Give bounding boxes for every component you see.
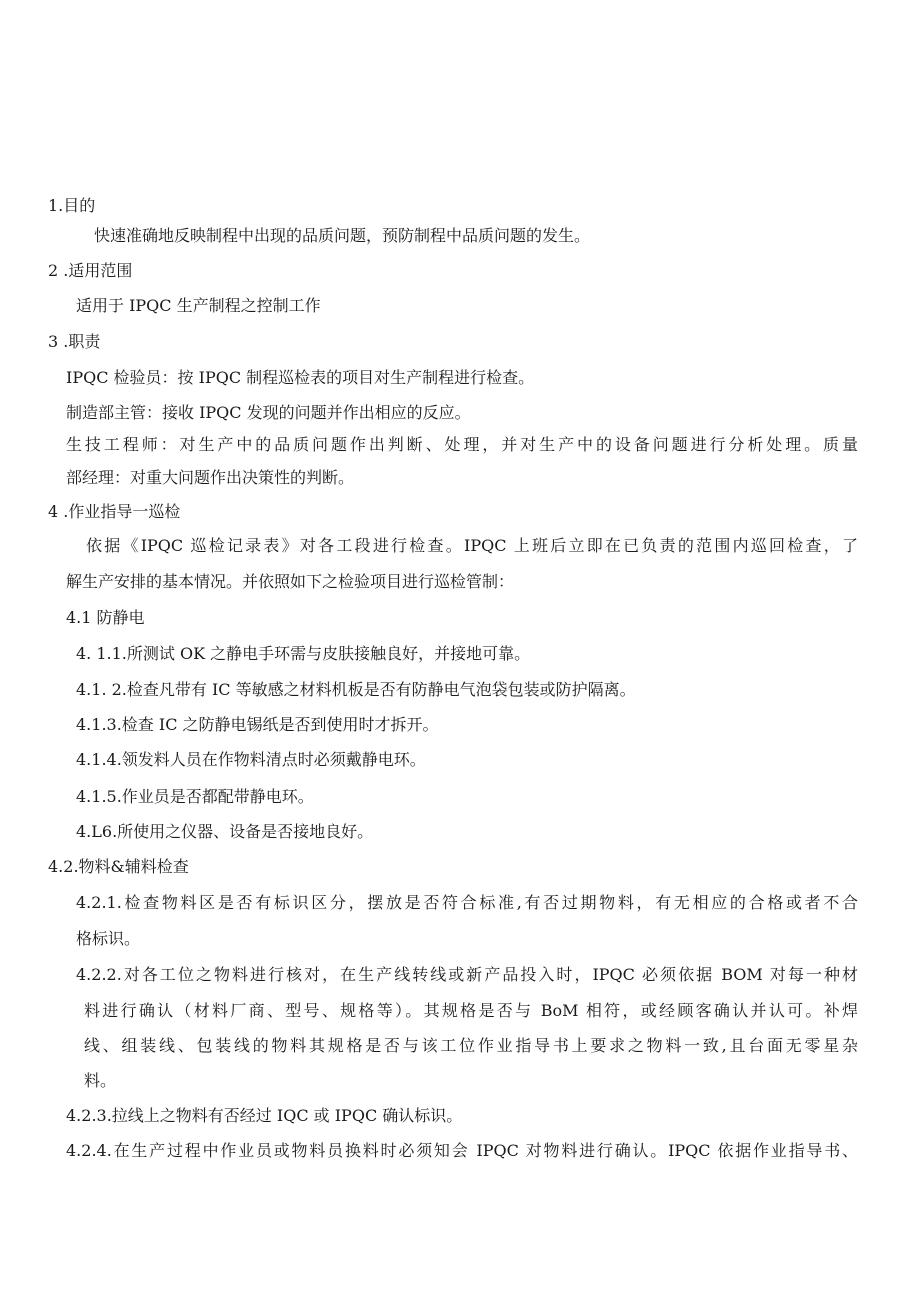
list-item: 4.2.1.检查物料区是否有标识区分，摆放是否符合标准,有否过期物料，有无相应的合格或者不合 xyxy=(76,893,858,912)
section-1-heading: 1.目的 xyxy=(48,196,96,215)
section-3-line: 部经理：对重大问题作出决策性的判断。 xyxy=(66,468,355,487)
section-1-text: 快速准确地反映制程中出现的品质问题，预防制程中品质问题的发生。 xyxy=(94,226,591,245)
list-item: 4.1.4.领发料人员在作物料清点时必须戴静电环。 xyxy=(76,750,426,769)
list-item: 4.2.3.拉线上之物料有否经过 IQC 或 IPQC 确认标识。 xyxy=(66,1106,463,1125)
list-item: 4.2.4.在生产过程中作业员或物料员换料时必须知会 IPQC 对物料进行确认。IPQC 依据作业指导书、 xyxy=(66,1141,858,1160)
section-2-heading: 2 .适用范围 xyxy=(48,261,133,280)
list-item: 线、组装线、包装线的物料其规格是否与该工位作业指导书上要求之物料一致,且台面无零星杂 xyxy=(84,1036,858,1055)
list-item: 4.L6.所使用之仪器、设备是否接地良好。 xyxy=(76,822,374,841)
list-item: 4.2.2.对各工位之物料进行核对，在生产线转线或新产品投入时，IPQC 必须依据 BOM 对每一种材 xyxy=(76,965,858,984)
list-item: 4. 1.1.所测试 OK 之静电手环需与皮肤接触良好，并接地可靠。 xyxy=(76,644,531,663)
section-3-heading: 3 .职责 xyxy=(48,332,101,351)
section-3-line: 制造部主管：接收 IPQC 发现的问题并作出相应的反应。 xyxy=(66,403,471,422)
subsection-4-1-heading: 4.1 防静电 xyxy=(66,608,145,627)
section-2-text: 适用于 IPQC 生产制程之控制工作 xyxy=(76,296,321,315)
list-item: 料进行确认（材料厂商、型号、规格等）。其规格是否与 BoM 相符，或经顾客确认并认可。补焊 xyxy=(84,1001,858,1020)
section-4-heading: 4 .作业指导一巡检 xyxy=(48,502,181,521)
section-4-intro: 依据《IPQC 巡检记录表》对各工段进行检查。IPQC 上班后立即在已负责的范围内巡回检查，了 xyxy=(86,536,858,555)
section-3-line: 生技工程师：对生产中的品质问题作出判断、处理，并对生产中的设备问题进行分析处理。质量 xyxy=(66,435,858,454)
section-3-line: IPQC 检验员：按 IPQC 制程巡检表的项目对生产制程进行检查。 xyxy=(66,368,535,387)
list-item: 料。 xyxy=(84,1071,117,1090)
list-item: 格标识。 xyxy=(76,929,141,948)
list-item: 4.1.5.作业员是否都配带静电环。 xyxy=(76,787,314,806)
list-item: 4.1.3.检查 IC 之防静电锡纸是否到使用时才拆开。 xyxy=(76,715,439,734)
subsection-4-2-heading: 4.2.物料&辅料检查 xyxy=(48,857,189,876)
section-4-intro: 解生产安排的基本情况。并依照如下之检验项目进行巡检管制： xyxy=(66,572,515,591)
list-item: 4.1. 2.检查凡带有 IC 等敏感之材料机板是否有防静电气泡袋包装或防护隔离。 xyxy=(76,680,636,699)
